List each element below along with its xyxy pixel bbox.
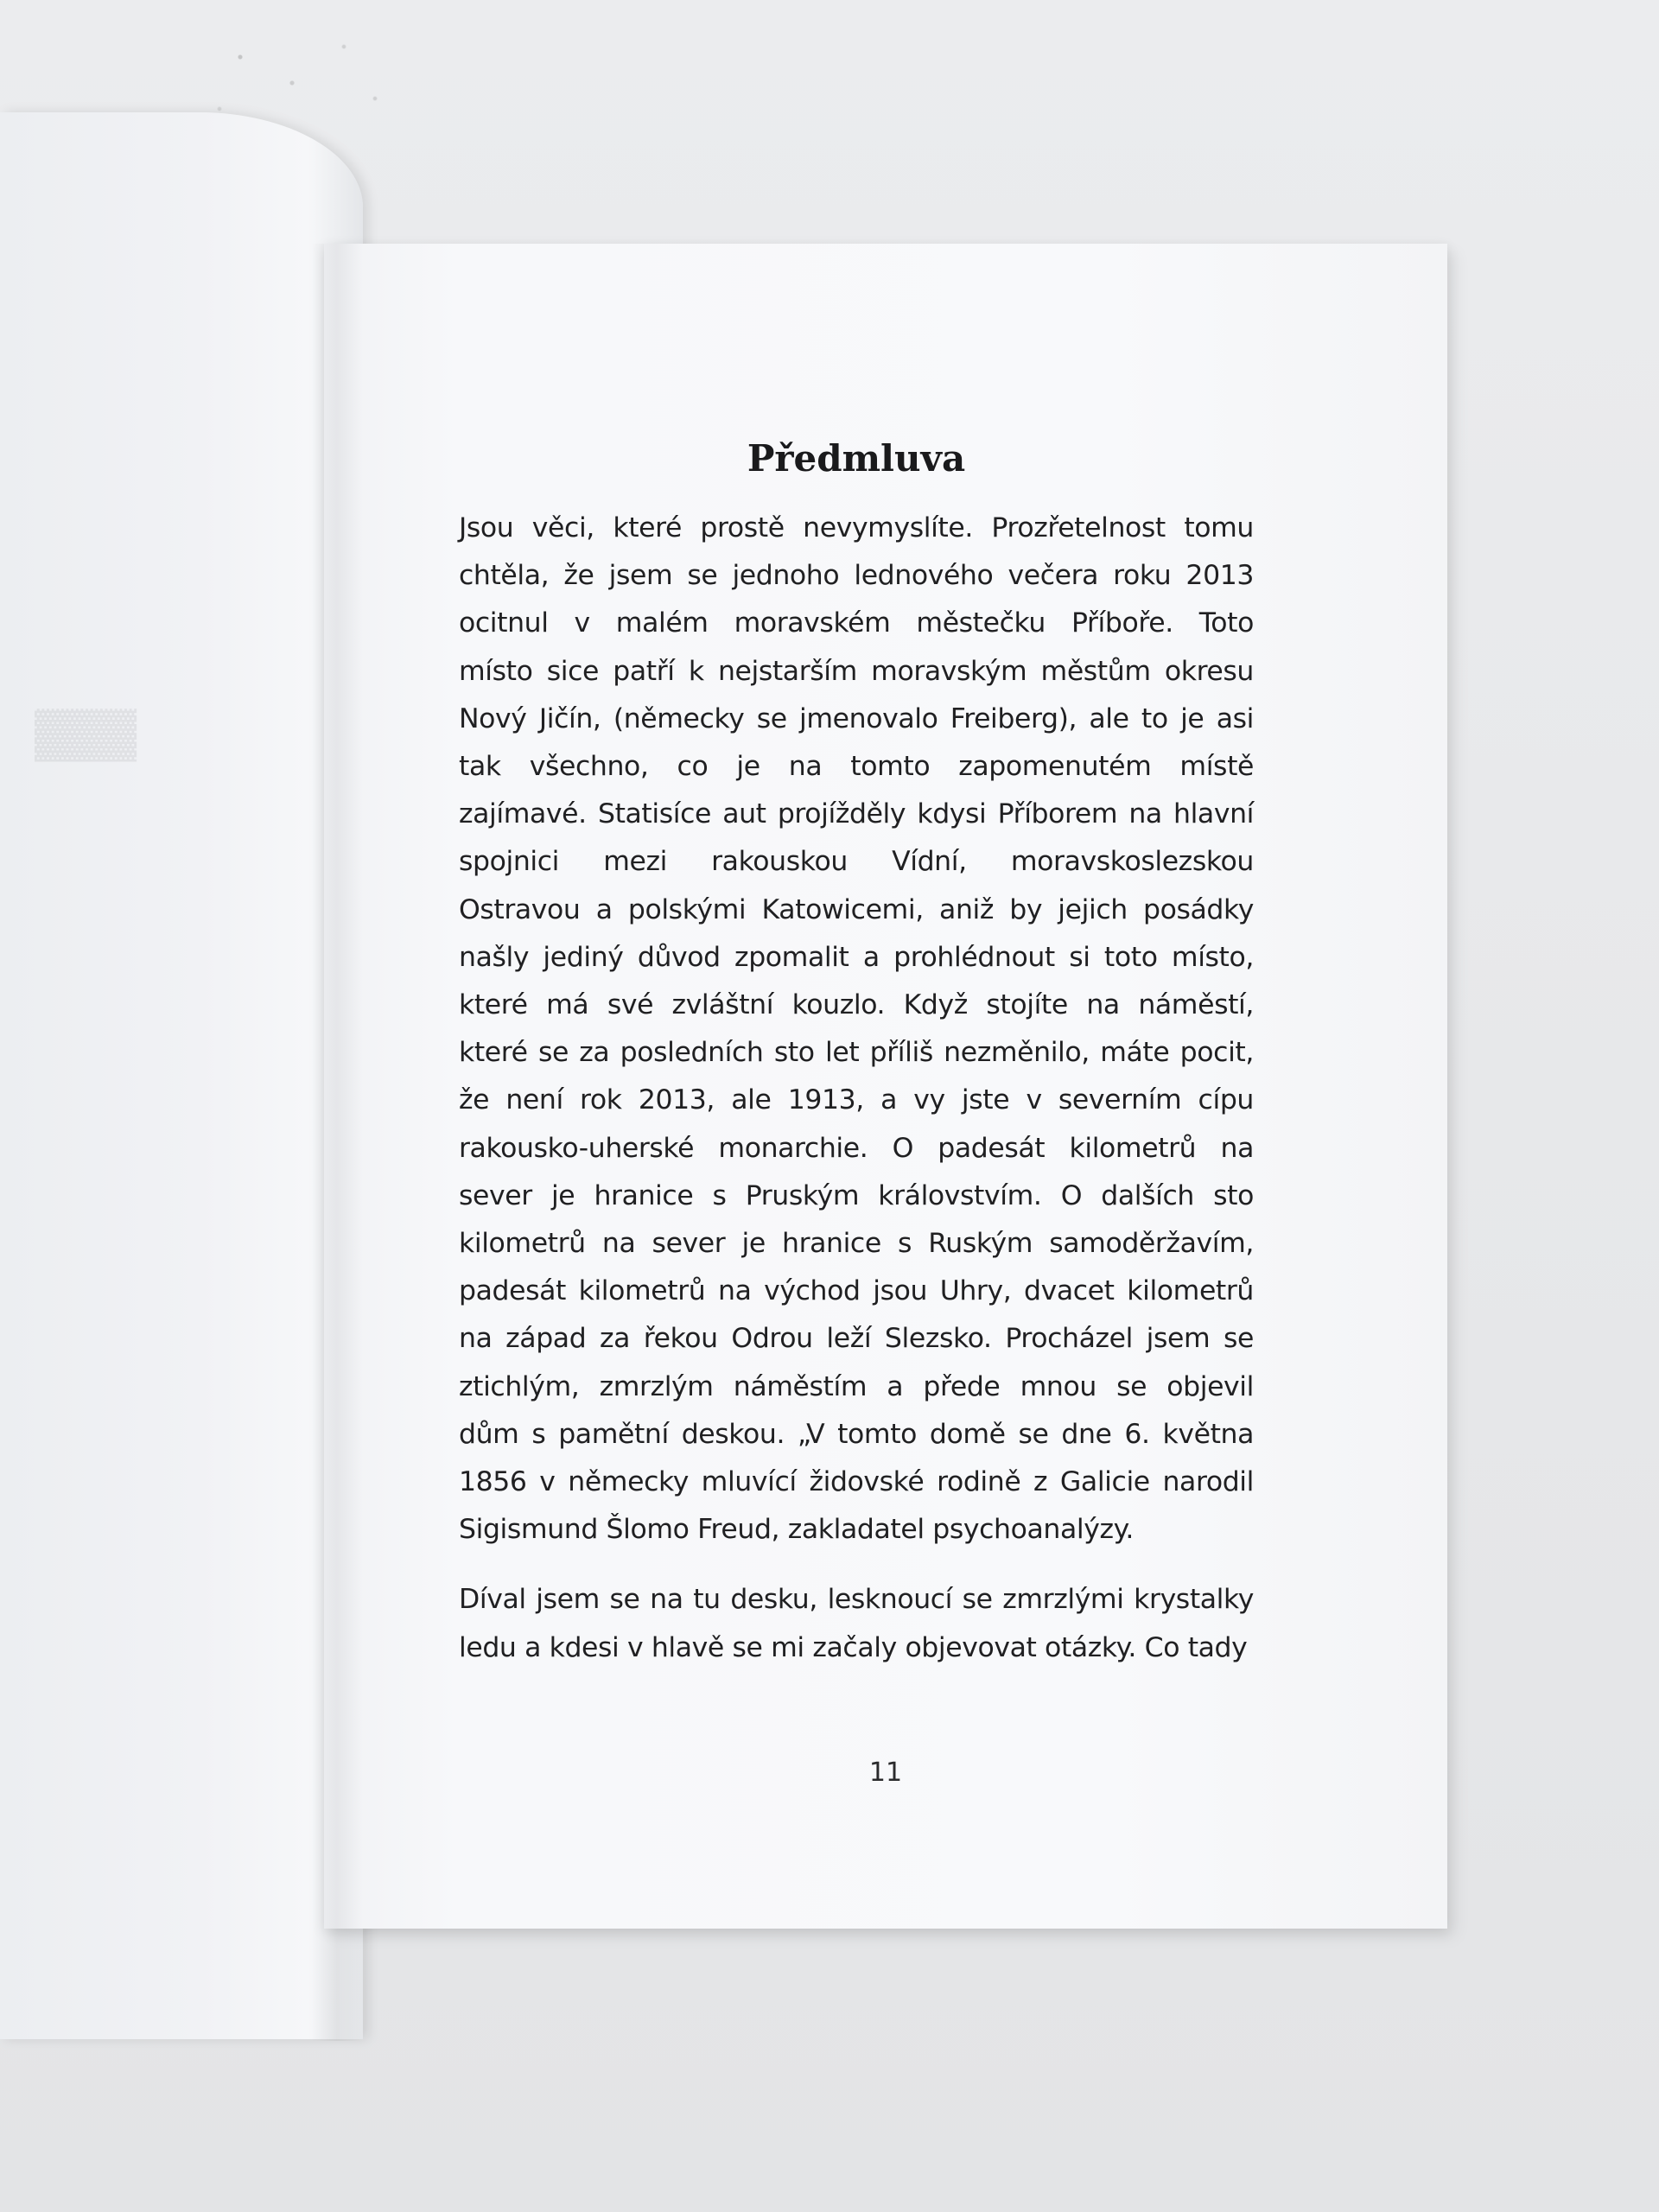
- page-content: [459, 437, 1254, 1672]
- text-line: Sigismund Šlomo Freud, zakladatel psychoanalýzy.: [459, 1514, 1134, 1546]
- text-line: našly jediný důvod zpomalit a prohlédnout si toto místo,: [459, 941, 1254, 973]
- text-line: 1856 v německy mluvící židovské rodině z Galicie narodil: [459, 1466, 1254, 1498]
- text-line: spojnici mezi rakouskou Vídní, moravskoslezskou: [459, 846, 1254, 878]
- facing-left-page: [0, 112, 363, 2039]
- text-line: tak všechno, co je na tomto zapomenutém místě: [459, 751, 1254, 783]
- text-line: dům s pamětní deskou. „V tomto domě se dne 6. května: [459, 1418, 1254, 1450]
- text-line: rakousko-uherské monarchie. O padesát kilometrů na: [459, 1132, 1254, 1164]
- paragraph: [459, 505, 1254, 1554]
- text-line: že není rok 2013, ale 1913, a vy jste v severním cípu: [459, 1084, 1254, 1116]
- body-text: [459, 505, 1254, 1672]
- text-line: Díval jsem se na tu desku, lesknoucí se zmrzlými krystalky: [459, 1584, 1254, 1616]
- text-line: Nový Jičín, (německy se jmenovalo Freiberg), ale to je asi: [459, 702, 1254, 734]
- text-line: které má své zvláštní kouzlo. Když stojíte na náměstí,: [459, 989, 1254, 1021]
- book-page: [324, 244, 1447, 1929]
- text-line: sever je hranice s Pruským královstvím. O dalších sto: [459, 1179, 1254, 1211]
- text-line: ocitnul v malém moravském městečku Příboře. Toto: [459, 607, 1254, 639]
- text-line: kilometrů na sever je hranice s Ruským samoděržavím,: [459, 1228, 1254, 1260]
- page-number: 11: [868, 1758, 903, 1788]
- text-line: ztichlým, zmrzlým náměstím a přede mnou se objevil: [459, 1370, 1254, 1402]
- text-line: které se za posledních sto let příliš nezměnilo, máte pocit,: [459, 1037, 1254, 1069]
- paragraph: [459, 1576, 1254, 1671]
- text-line: padesát kilometrů na východ jsou Uhry, dvacet kilometrů: [459, 1275, 1254, 1307]
- left-page-show-through: ▓▓▓: [35, 706, 137, 758]
- text-line: Ostravou a polskými Katowicemi, aniž by jejich posádky: [459, 893, 1254, 925]
- text-line: zajímavé. Statisíce aut projížděly kdysi Příborem na hlavní: [459, 798, 1254, 830]
- text-line: ledu a kdesi v hlavě se mi začaly objevovat otázky. Co tady: [459, 1631, 1248, 1663]
- text-line: Jsou věci, které prostě nevymyslíte. Prozřetelnost tomu: [459, 512, 1254, 543]
- text-line: na západ za řekou Odrou leží Slezsko. Procházel jsem se: [459, 1323, 1254, 1355]
- text-line: místo sice patří k nejstarším moravským městům okresu: [459, 655, 1254, 687]
- text-line: chtěla, že jsem se jednoho lednového večera roku 2013: [459, 560, 1254, 592]
- chapter-title: Předmluva: [747, 437, 966, 480]
